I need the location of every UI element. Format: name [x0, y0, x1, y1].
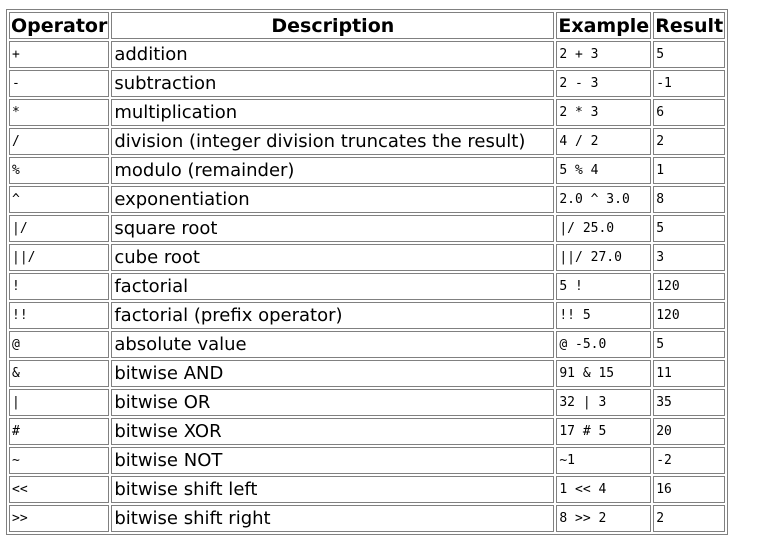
result-cell: 6 — [653, 99, 725, 126]
description-cell: absolute value — [111, 331, 554, 358]
result-cell: 20 — [653, 418, 725, 445]
result-cell: -2 — [653, 447, 725, 474]
example-cell: 91 & 15 — [556, 360, 651, 387]
table-row — [9, 331, 725, 358]
description-cell: addition — [111, 41, 554, 68]
table-row — [9, 157, 725, 184]
result-cell: 2 — [653, 505, 725, 532]
description-cell: bitwise NOT — [111, 447, 554, 474]
description-cell: exponentiation — [111, 186, 554, 213]
operator-cell: ||/ — [9, 244, 109, 271]
operator-cell: |/ — [9, 215, 109, 242]
description-cell: square root — [111, 215, 554, 242]
header-description: Description — [111, 12, 554, 39]
table-row — [9, 215, 725, 242]
operator-cell: << — [9, 476, 109, 503]
description-cell: bitwise OR — [111, 389, 554, 416]
result-cell: 5 — [653, 331, 725, 358]
table-row — [9, 128, 725, 155]
result-cell: 120 — [653, 302, 725, 329]
result-cell: 5 — [653, 41, 725, 68]
description-cell: bitwise AND — [111, 360, 554, 387]
description-cell: bitwise XOR — [111, 418, 554, 445]
operator-cell: ^ — [9, 186, 109, 213]
example-cell: ~1 — [556, 447, 651, 474]
description-cell: subtraction — [111, 70, 554, 97]
result-cell: 11 — [653, 360, 725, 387]
result-cell: 35 — [653, 389, 725, 416]
example-cell: 5 ! — [556, 273, 651, 300]
table-body — [9, 41, 725, 532]
example-cell: 1 << 4 — [556, 476, 651, 503]
example-cell: !! 5 — [556, 302, 651, 329]
table-row — [9, 244, 725, 271]
table-row — [9, 302, 725, 329]
example-cell: 2 - 3 — [556, 70, 651, 97]
table-row — [9, 273, 725, 300]
operator-cell: & — [9, 360, 109, 387]
operator-cell: !! — [9, 302, 109, 329]
example-cell: ||/ 27.0 — [556, 244, 651, 271]
operator-cell: ~ — [9, 447, 109, 474]
operator-cell: # — [9, 418, 109, 445]
table-row — [9, 447, 725, 474]
operator-cell: / — [9, 128, 109, 155]
operators-table — [6, 9, 728, 535]
table-row — [9, 476, 725, 503]
header-example: Example — [556, 12, 651, 39]
operator-cell: ! — [9, 273, 109, 300]
operator-cell: - — [9, 70, 109, 97]
header-operator: Operator — [9, 12, 109, 39]
table-row — [9, 389, 725, 416]
header-row — [9, 12, 725, 39]
result-cell: 2 — [653, 128, 725, 155]
example-cell: 17 # 5 — [556, 418, 651, 445]
result-cell: 5 — [653, 215, 725, 242]
table-row — [9, 70, 725, 97]
example-cell: 32 | 3 — [556, 389, 651, 416]
description-cell: division (integer division truncates the result) — [111, 128, 554, 155]
result-cell: 1 — [653, 157, 725, 184]
table-row — [9, 360, 725, 387]
operator-cell: >> — [9, 505, 109, 532]
operator-cell: % — [9, 157, 109, 184]
table-row — [9, 505, 725, 532]
description-cell: factorial — [111, 273, 554, 300]
description-cell: multiplication — [111, 99, 554, 126]
description-cell: bitwise shift left — [111, 476, 554, 503]
description-cell: factorial (prefix operator) — [111, 302, 554, 329]
result-cell: 8 — [653, 186, 725, 213]
result-cell: 16 — [653, 476, 725, 503]
table-row — [9, 99, 725, 126]
result-cell: -1 — [653, 70, 725, 97]
example-cell: 2.0 ^ 3.0 — [556, 186, 651, 213]
description-cell: modulo (remainder) — [111, 157, 554, 184]
example-cell: 8 >> 2 — [556, 505, 651, 532]
description-cell: cube root — [111, 244, 554, 271]
operator-cell: | — [9, 389, 109, 416]
example-cell: 2 * 3 — [556, 99, 651, 126]
table-row — [9, 418, 725, 445]
example-cell: |/ 25.0 — [556, 215, 651, 242]
operator-cell: + — [9, 41, 109, 68]
operator-cell: @ — [9, 331, 109, 358]
example-cell: 4 / 2 — [556, 128, 651, 155]
header-result: Result — [653, 12, 725, 39]
table-row — [9, 41, 725, 68]
table-row — [9, 186, 725, 213]
example-cell: @ -5.0 — [556, 331, 651, 358]
example-cell: 2 + 3 — [556, 41, 651, 68]
example-cell: 5 % 4 — [556, 157, 651, 184]
result-cell: 3 — [653, 244, 725, 271]
result-cell: 120 — [653, 273, 725, 300]
operator-cell: * — [9, 99, 109, 126]
description-cell: bitwise shift right — [111, 505, 554, 532]
